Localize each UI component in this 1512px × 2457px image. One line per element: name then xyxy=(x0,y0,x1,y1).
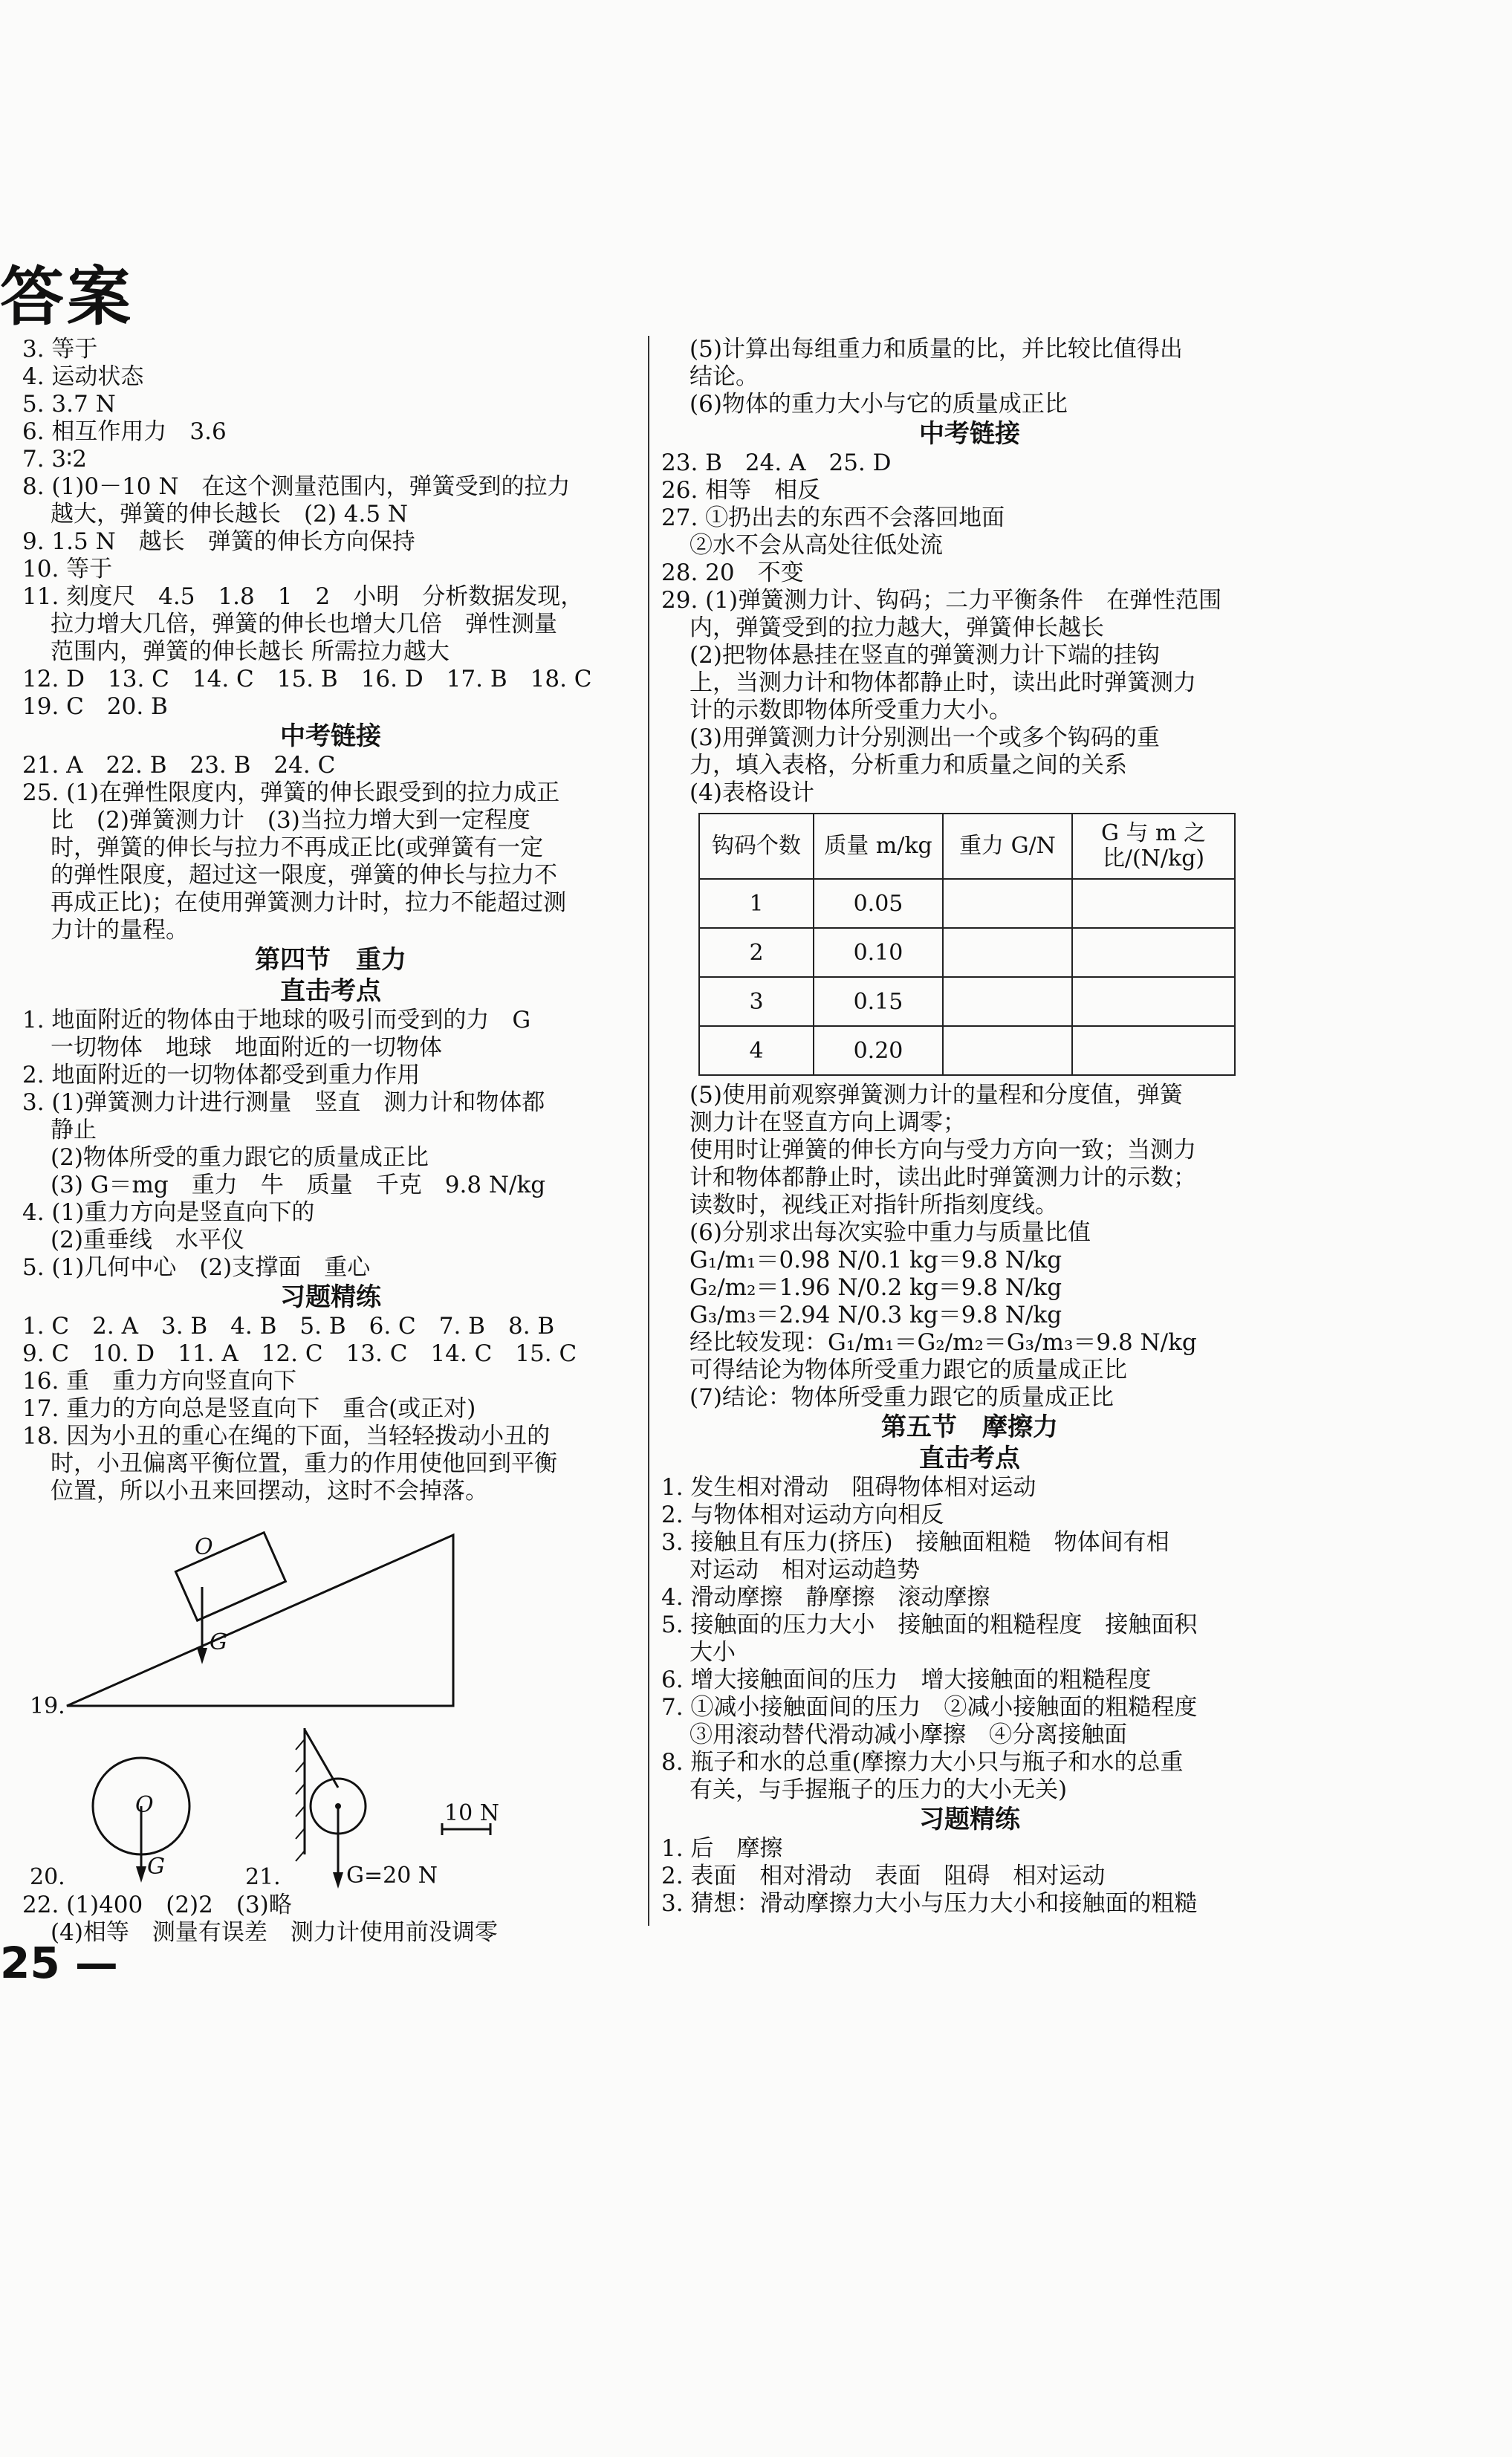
answer-line: 再成正比)；在使用弹簧测力计时，拉力不能超过测 xyxy=(51,889,567,916)
answer-line: 22. (1)400 (2)2 (3)略 xyxy=(22,1892,292,1918)
answer-line: 内，弹簧受到的拉力越大，弹簧伸长越长 xyxy=(690,614,1104,641)
label-o-20: O xyxy=(135,1792,154,1818)
answer-line: (7)结论：物体所受重力跟它的质量成正比 xyxy=(690,1384,1114,1411)
answer-line: 2. 与物体相对运动方向相反 xyxy=(661,1502,944,1528)
table-cell xyxy=(943,928,1072,977)
answer-line: 力计的量程。 xyxy=(51,917,189,944)
answer-line: (5)计算出每组重力和质量的比，并比较比值得出 xyxy=(690,336,1183,363)
answer-line: 计和物体都静止时，读出此时弹簧测力计的示数； xyxy=(690,1164,1196,1191)
label-q20: 20. xyxy=(30,1864,65,1890)
table-cell: 4 xyxy=(699,1026,814,1075)
answer-list xyxy=(22,752,639,944)
page-title: 答案 xyxy=(0,260,134,334)
answer-line: 有关，与手握瓶子的压力的大小无关) xyxy=(690,1776,1068,1803)
heading-section-5: 第五节 摩擦力 xyxy=(881,1412,1058,1442)
answer-line: 7. ①减小接触面间的压力 ②减小接触面的粗糙程度 xyxy=(661,1694,1198,1721)
answer-line: G₂/m₂＝1.96 N/0.2 kg＝9.8 N/kg xyxy=(690,1274,1062,1301)
answer-list xyxy=(661,1835,1278,1918)
table-header: G 与 m 之比/(N/kg) xyxy=(1072,814,1235,879)
answer-line: 8. 瓶子和水的总重(摩擦力大小只与瓶子和水的总重 xyxy=(661,1749,1184,1776)
table-row xyxy=(699,977,1235,1026)
heading-section-4: 第四节 重力 xyxy=(255,945,406,975)
table-cell xyxy=(943,879,1072,928)
answer-line: 比 (2)弹簧测力计 (3)当拉力增大到一定程度 xyxy=(51,807,531,834)
answer-line: 上，当测力计和物体都静止时，读出此时弹簧测力 xyxy=(690,669,1196,696)
answer-line: 大小 xyxy=(690,1639,736,1666)
table-cell xyxy=(1072,1026,1235,1075)
answer-line: 1. 发生相对滑动 阻碍物体相对运动 xyxy=(661,1474,1036,1501)
label-g-20: G xyxy=(147,1854,165,1880)
answer-line: 9. 1.5 N 越长 弹簧的伸长方向保持 xyxy=(22,528,415,555)
answer-line: ②水不会从高处往低处流 xyxy=(690,532,943,559)
table-cell xyxy=(1072,928,1235,977)
answer-line: 读数时，视线正对指针所指刻度线。 xyxy=(690,1192,1058,1218)
answer-line: (4)表格设计 xyxy=(690,779,814,806)
answer-line: 3. 等于 xyxy=(22,336,98,363)
heading-zhongkao: 中考链接 xyxy=(280,721,381,751)
answer-line: 的弹性限度，超过这一限度，弹簧的伸长与拉力不 xyxy=(51,862,557,889)
answer-line: 10. 等于 xyxy=(22,556,113,582)
heading-zhiji: 直击考点 xyxy=(919,1444,1020,1473)
answer-line: 越大，弹簧的伸长越长 (2) 4.5 N xyxy=(51,501,409,528)
answer-line: 7. 3∶2 xyxy=(22,446,87,473)
heading-zhiji: 直击考点 xyxy=(280,976,381,1006)
answer-line: 6. 增大接触面间的压力 增大接触面的粗糙程度 xyxy=(661,1666,1152,1693)
answer-line: 静止 xyxy=(51,1117,97,1143)
answer-line: 5. (1)几何中心 (2)支撑面 重心 xyxy=(22,1254,371,1281)
block-on-incline xyxy=(175,1533,285,1620)
answer-line: 19. C 20. B xyxy=(22,693,168,720)
answer-line: 位置，所以小丑来回摆动，这时不会掉落。 xyxy=(51,1478,488,1505)
answer-line: 21. A 22. B 23. B 24. C xyxy=(22,752,336,779)
answer-line: 3. (1)弹簧测力计进行测量 竖直 测力计和物体都 xyxy=(22,1089,545,1116)
answer-line: 1. C 2. A 3. B 4. B 5. B 6. C 7. B 8. B xyxy=(22,1313,555,1340)
answer-line: (6)分别求出每次实验中重力与质量比值 xyxy=(690,1219,1091,1246)
answer-line: 4. (1)重力方向是竖直向下的 xyxy=(22,1199,315,1226)
answer-line: 17. 重力的方向总是竖直向下 重合(或正对) xyxy=(22,1395,476,1422)
answer-line: 2. 地面附近的一切物体都受到重力作用 xyxy=(22,1062,421,1088)
answer-list xyxy=(22,336,639,721)
answer-list xyxy=(22,1313,639,1505)
answer-list xyxy=(661,1474,1278,1804)
answer-line: G₃/m₃＝2.94 N/0.3 kg＝9.8 N/kg xyxy=(690,1302,1062,1328)
answer-line: 25. (1)在弹性限度内，弹簧的伸长跟受到的拉力成正 xyxy=(22,779,560,806)
table-cell: 3 xyxy=(699,977,814,1026)
label-scale: 10 N xyxy=(444,1800,499,1826)
answer-list xyxy=(22,1007,639,1282)
table-cell xyxy=(1072,977,1235,1026)
table-header: 钩码个数 xyxy=(699,814,814,879)
incline-triangle xyxy=(67,1535,453,1706)
answer-line: 时，小丑偏离平衡位置，重力的作用使他回到平衡 xyxy=(51,1450,557,1477)
label-o-19: O xyxy=(195,1534,213,1560)
answer-line: 6. 相互作用力 3.6 xyxy=(22,418,227,445)
answer-line: 2. 表面 相对滑动 表面 阻碍 相对运动 xyxy=(661,1863,1106,1889)
table-cell xyxy=(943,977,1072,1026)
answer-line: (5)使用前观察弹簧测力计的量程和分度值，弹簧 xyxy=(690,1082,1183,1109)
table-header: 重力 G/N xyxy=(943,814,1072,879)
table-cell: 0.05 xyxy=(814,879,943,928)
design-table xyxy=(698,813,1236,1076)
answer-list xyxy=(661,449,1278,807)
answer-line: 9. C 10. D 11. A 12. C 13. C 14. C 15. C xyxy=(22,1340,577,1367)
answer-list xyxy=(661,336,1278,418)
answer-line: 11. 刻度尺 4.5 1.8 1 2 小明 分析数据发现， xyxy=(22,583,584,610)
right-column xyxy=(661,336,1278,1918)
answer-line: 范围内，弹簧的伸长越长 所需拉力越大 xyxy=(51,638,450,665)
answer-line: 5. 3.7 N xyxy=(22,391,116,418)
answer-line: 对运动 相对运动趋势 xyxy=(690,1557,920,1583)
answer-line: 拉力增大几倍，弹簧的伸长也增大几倍 弹性测量 xyxy=(51,611,557,637)
answer-line: (2)重垂线 水平仪 xyxy=(51,1227,244,1253)
left-column xyxy=(22,336,639,1947)
answer-line: 27. ①扔出去的东西不会落回地面 xyxy=(661,504,1005,531)
table-header: 质量 m/kg xyxy=(814,814,943,879)
page-number: 25 — xyxy=(0,1938,118,1988)
answer-line: 4. 滑动摩擦 静摩擦 滚动摩擦 xyxy=(661,1584,990,1611)
answer-line: (6)物体的重力大小与它的质量成正比 xyxy=(690,391,1068,418)
answer-line: 23. B 24. A 25. D xyxy=(661,449,892,476)
heading-xiti: 习题精练 xyxy=(280,1282,381,1312)
table-row xyxy=(699,879,1235,928)
answer-line: 1. 地面附近的物体由于地球的吸引而受到的力 G xyxy=(22,1007,531,1033)
answer-line: 力，填入表格，分析重力和质量之间的关系 xyxy=(690,752,1127,779)
answer-line: 使用时让弹簧的伸长方向与受力方向一致；当测力 xyxy=(690,1137,1196,1163)
answer-line: 16. 重 重力方向竖直向下 xyxy=(22,1368,297,1395)
column-divider xyxy=(648,336,649,1926)
table-cell: 1 xyxy=(699,879,814,928)
figure-drawing xyxy=(22,1505,639,1892)
answer-line: 3. 猜想：滑动摩擦力大小与压力大小和接触面的粗糙 xyxy=(661,1890,1198,1917)
label-g-19: G xyxy=(210,1629,227,1655)
table-body xyxy=(699,879,1235,1075)
answer-line: (3) G＝mg 重力 牛 质量 千克 9.8 N/kg xyxy=(51,1172,546,1198)
answer-line: (2)物体所受的重力跟它的质量成正比 xyxy=(51,1144,429,1171)
answer-line: 12. D 13. C 14. C 15. B 16. D 17. B 18. C xyxy=(22,666,592,692)
table-cell: 0.10 xyxy=(814,928,943,977)
table-cell xyxy=(1072,879,1235,928)
table-cell: 0.15 xyxy=(814,977,943,1026)
answer-list xyxy=(661,1082,1278,1412)
heading-zhongkao: 中考链接 xyxy=(919,419,1020,449)
answer-line: 一切物体 地球 地面附近的一切物体 xyxy=(51,1034,442,1061)
answer-line: 可得结论为物体所受重力跟它的质量成正比 xyxy=(690,1357,1127,1383)
answer-line: (4)相等 测量有误差 测力计使用前没调零 xyxy=(51,1919,498,1946)
label-q19: 19. xyxy=(30,1693,65,1719)
label-g20n: G=20 N xyxy=(346,1863,438,1889)
table-cell xyxy=(943,1026,1072,1075)
answer-line: ③用滚动替代滑动减小摩擦 ④分离接触面 xyxy=(690,1721,1127,1748)
answer-line: 8. (1)0－10 N 在这个测量范围内，弹簧受到的拉力 xyxy=(22,473,571,500)
table-cell: 2 xyxy=(699,928,814,977)
answer-line: 3. 接触且有压力(挤压) 接触面粗糙 物体间有相 xyxy=(661,1529,1169,1556)
answer-line: 结论。 xyxy=(690,363,759,390)
table-row xyxy=(699,928,1235,977)
table-header-row xyxy=(699,814,1235,879)
answer-line: (3)用弹簧测力计分别测出一个或多个钩码的重 xyxy=(690,724,1160,751)
label-q21: 21. xyxy=(245,1864,281,1890)
answer-line: (2)把物体悬挂在竖直的弹簧测力计下端的挂钩 xyxy=(690,642,1160,669)
answer-line: 28. 20 不变 xyxy=(661,559,804,586)
answer-line: 经比较发现：G₁/m₁＝G₂/m₂＝G₃/m₃＝9.8 N/kg xyxy=(690,1329,1197,1356)
heading-xiti: 习题精练 xyxy=(919,1805,1020,1834)
physics-figures xyxy=(22,1505,639,1892)
table-cell: 0.20 xyxy=(814,1026,943,1075)
answer-line: 5. 接触面的压力大小 接触面的粗糙程度 接触面积 xyxy=(661,1612,1198,1638)
answer-line: 测力计在竖直方向上调零； xyxy=(690,1109,966,1136)
answer-line: 时，弹簧的伸长与拉力不再成正比(或弹簧有一定 xyxy=(51,834,544,861)
answer-line: 26. 相等 相反 xyxy=(661,477,821,504)
table-row xyxy=(699,1026,1235,1075)
answer-line: 29. (1)弹簧测力计、钩码；二力平衡条件 在弹性范围 xyxy=(661,587,1222,614)
answer-line: 18. 因为小丑的重心在绳的下面，当轻轻拨动小丑的 xyxy=(22,1423,551,1450)
answer-line: 4. 运动状态 xyxy=(22,363,144,390)
answer-line: 1. 后 摩擦 xyxy=(661,1835,783,1862)
answer-line: 计的示数即物体所受重力大小。 xyxy=(690,697,1012,724)
answer-line: G₁/m₁＝0.98 N/0.1 kg＝9.8 N/kg xyxy=(690,1247,1062,1273)
